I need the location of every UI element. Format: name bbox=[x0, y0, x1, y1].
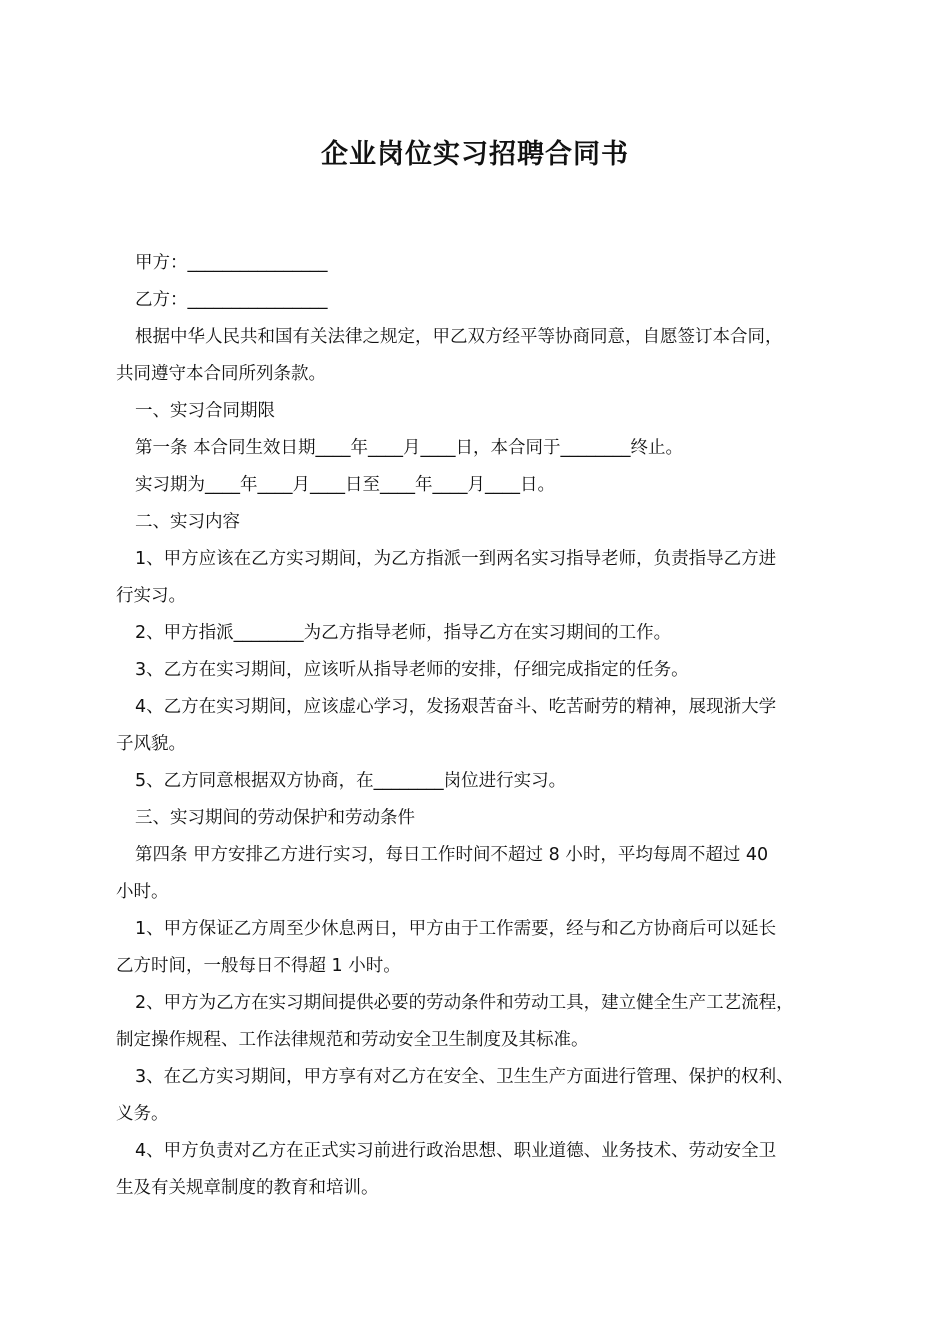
paragraph-line: 共同遵守本合同所列条款。 bbox=[116, 364, 326, 384]
paragraph-line: 生及有关规章制度的教育和培训。 bbox=[116, 1178, 379, 1198]
paragraph-line: 1、甲方应该在乙方实习期间，为乙方指派一到两名实习指导老师，负责指导乙方进 bbox=[135, 549, 777, 569]
paragraph-line: 实习期为____年____月____日至____年____月____日。 bbox=[135, 475, 555, 495]
paragraph-line: 4、乙方在实习期间，应该虚心学习，发扬艰苦奋斗、吃苦耐劳的精神，展现浙大学 bbox=[135, 697, 777, 717]
paragraph-line: 甲方：________________ bbox=[135, 253, 328, 273]
contract-body bbox=[116, 245, 856, 1207]
paragraph-line: 1、甲方保证乙方周至少休息两日，甲方由于工作需要，经与和乙方协商后可以延长 bbox=[135, 919, 777, 939]
paragraph-line: 2、甲方为乙方在实习期间提供必要的劳动条件和劳动工具，建立健全生产工艺流程， bbox=[135, 993, 794, 1013]
section-heading: 一、实习合同期限 bbox=[135, 401, 275, 421]
paragraph-line: 2、甲方指派________为乙方指导老师，指导乙方在实习期间的工作。 bbox=[135, 623, 672, 643]
paragraph-line: 小时。 bbox=[116, 882, 169, 902]
paragraph-line: 义务。 bbox=[116, 1104, 169, 1124]
paragraph-line: 根据中华人民共和国有关法律之规定，甲乙双方经平等协商同意，自愿签订本合同， bbox=[135, 327, 783, 347]
paragraph-line: 子风貌。 bbox=[116, 734, 186, 754]
paragraph-line: 第四条 甲方安排乙方进行实习，每日工作时间不超过 8 小时，平均每周不超过 40 bbox=[135, 845, 769, 865]
paragraph-line: 制定操作规程、工作法律规范和劳动安全卫生制度及其标准。 bbox=[116, 1030, 589, 1050]
document-title: 企业岗位实习招聘合同书 bbox=[321, 139, 629, 170]
section-heading: 三、实习期间的劳动保护和劳动条件 bbox=[135, 808, 415, 828]
paragraph-line: 乙方时间，一般每日不得超 1 小时。 bbox=[116, 956, 401, 976]
paragraph-line: 3、乙方在实习期间，应该听从指导老师的安排，仔细完成指定的任务。 bbox=[135, 660, 689, 680]
paragraph-line: 第一条 本合同生效日期____年____月____日，本合同于________终止。 bbox=[135, 438, 684, 458]
paragraph-line: 乙方：________________ bbox=[135, 290, 328, 310]
paragraph-line: 4、甲方负责对乙方在正式实习前进行政治思想、职业道德、业务技术、劳动安全卫 bbox=[135, 1141, 777, 1161]
paragraph-line: 3、在乙方实习期间，甲方享有对乙方在安全、卫生生产方面进行管理、保护的权利、 bbox=[135, 1067, 794, 1087]
paragraph-line: 行实习。 bbox=[116, 586, 186, 606]
section-heading: 二、实习内容 bbox=[135, 512, 240, 532]
paragraph-line: 5、乙方同意根据双方协商，在________岗位进行实习。 bbox=[135, 771, 567, 791]
